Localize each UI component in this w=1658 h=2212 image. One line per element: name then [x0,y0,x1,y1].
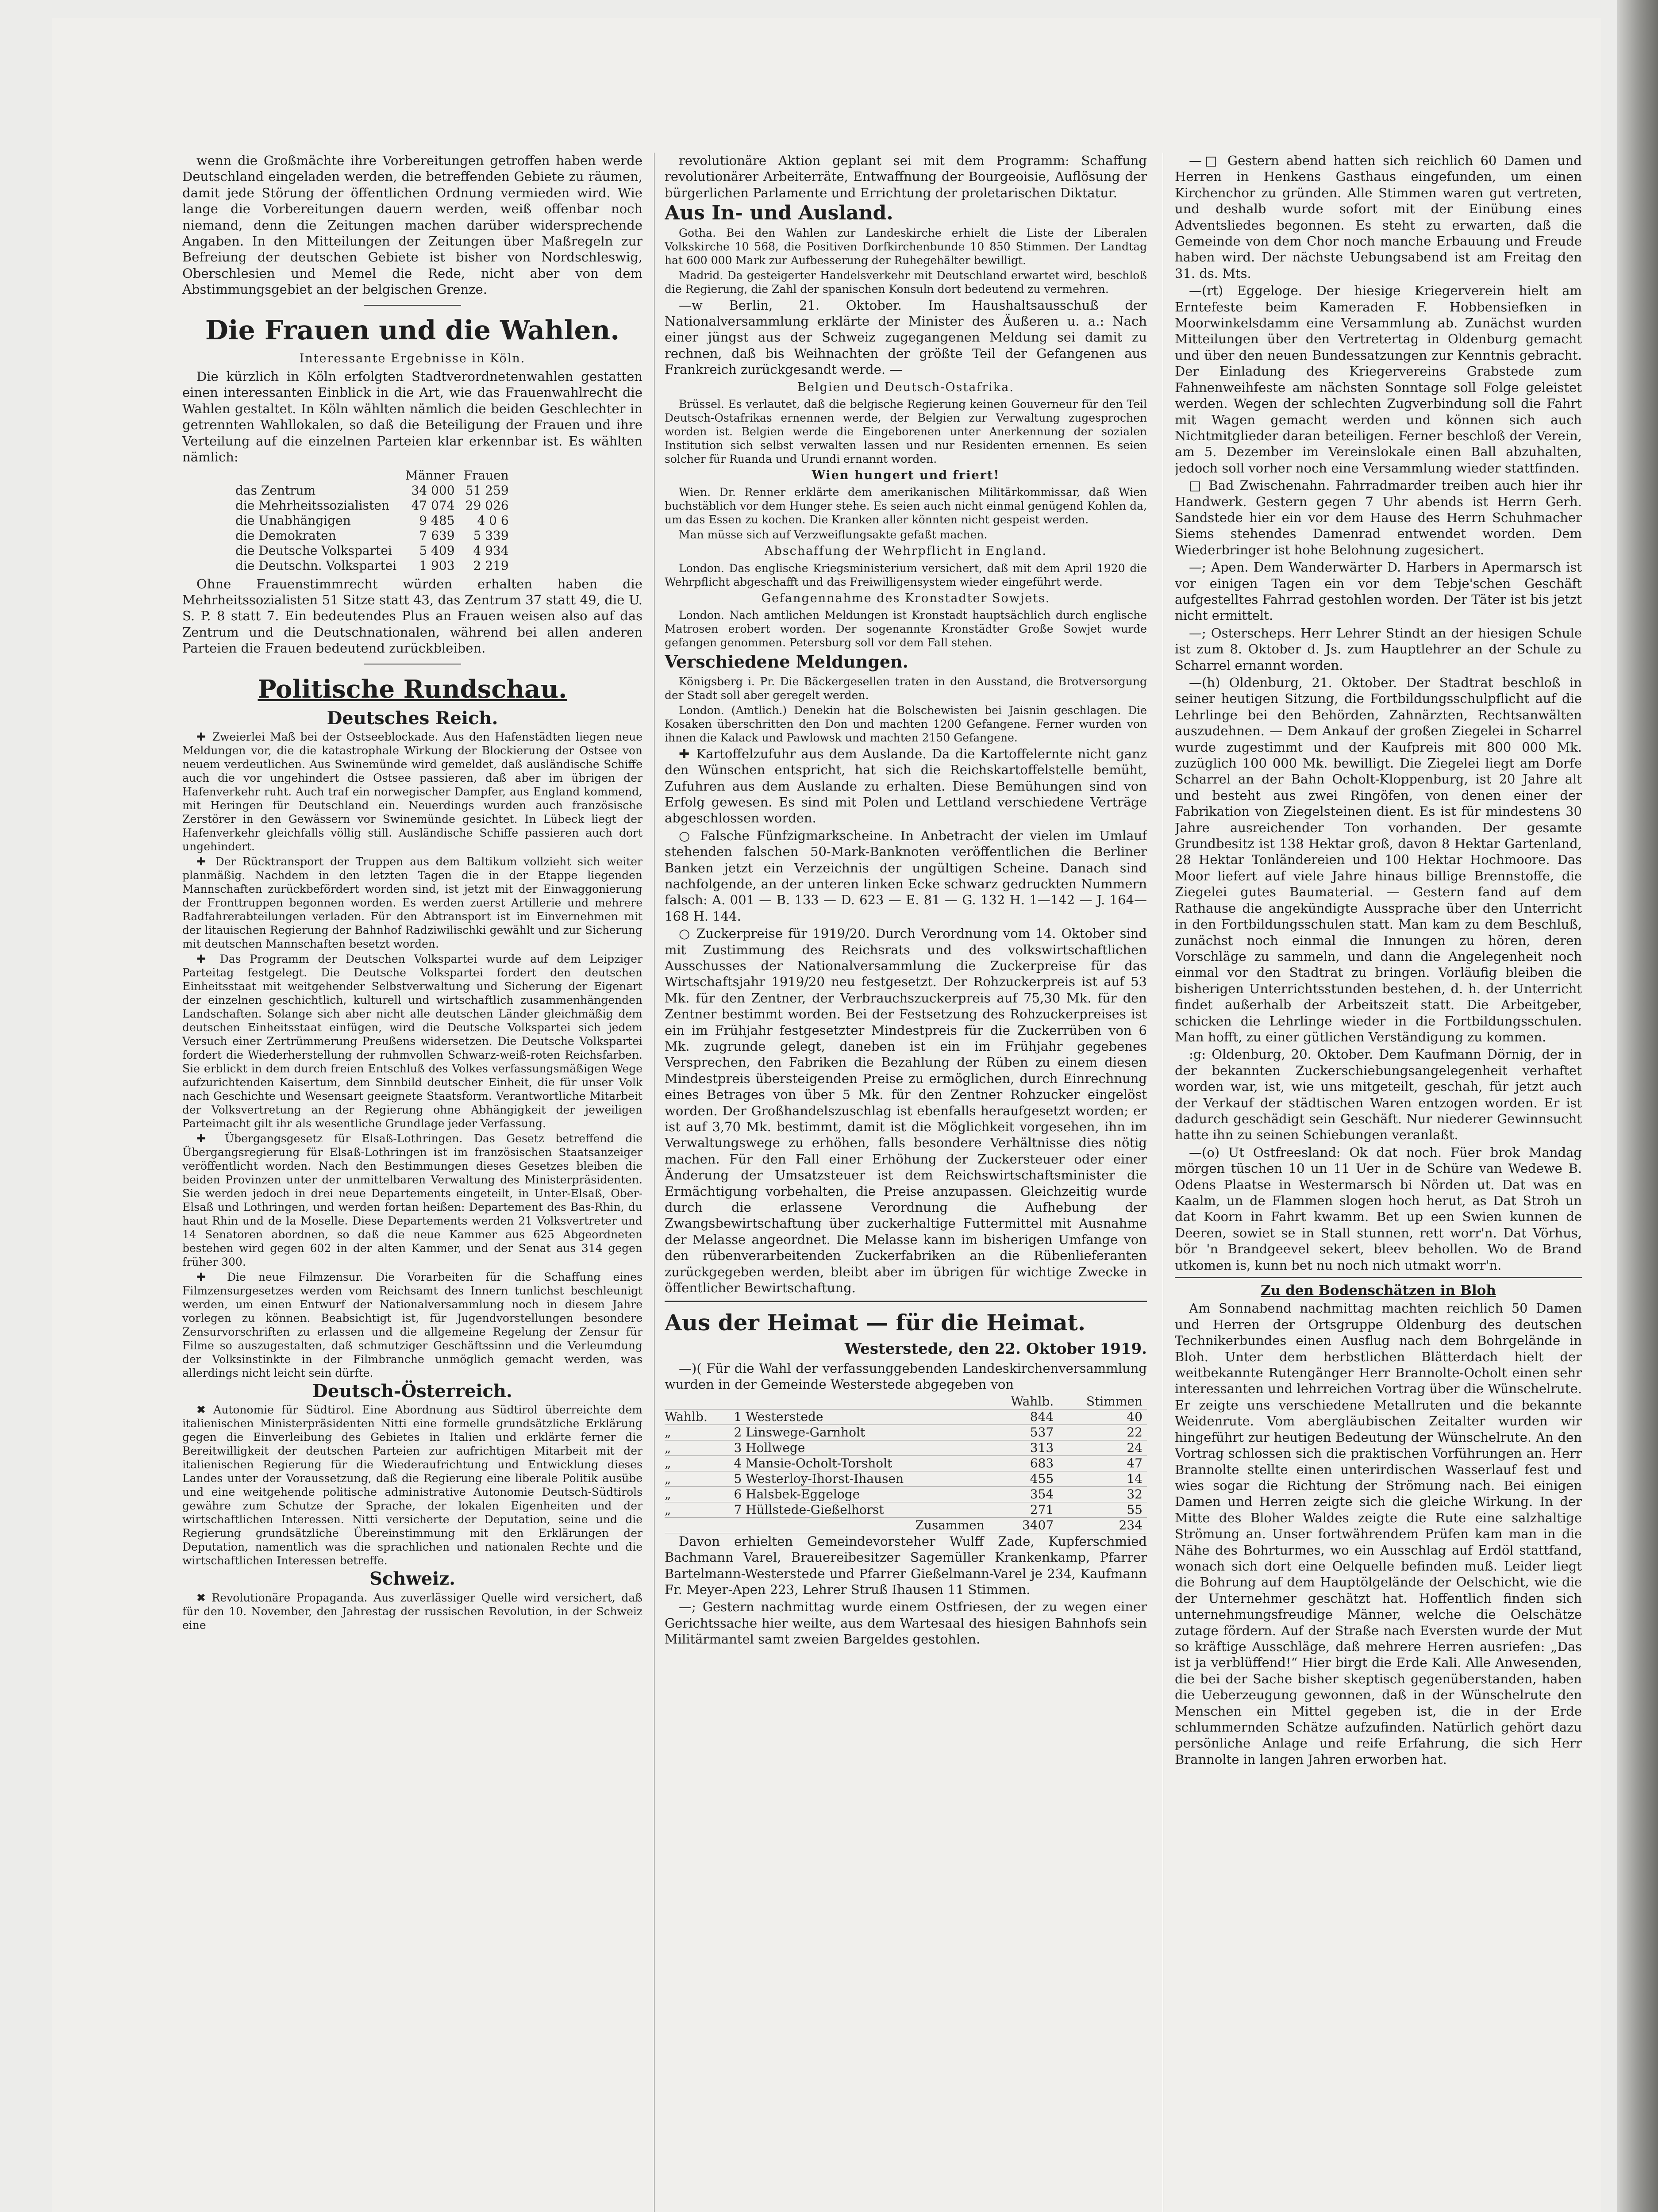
table-total-row [665,1517,1147,1533]
table-row [665,1486,1147,1502]
table-row [235,528,518,543]
article-text: Am Sonnabend nachmittag machten reichlich 50 Damen und Herren der Ortsgruppe Oldenburg des deutschen Technikerbundes einen Ausflug nach dem Bohrgelände in Bloh. Unter dem herbstlichen Blätterdach hielt der weitbekannte Rutengänger Herr Brannolte-Ocholt einen sehr interessanten und lehrreichen Vortrag über die Wünschelrute. Er zeigte uns verschiedene Metallruten und die bekannte Weidenrute. Vom abergläubischen Zeitalter wurden wir hingeführt zur heutigen Bedeutung der Wünschelrute. An den Vortrag schlossen sich die praktischen Vorführungen an. Herr Brannolte stellte einen unterirdischen Wasserlauf fest und wies sogar die Richtung der Strömung nach. Bei einigen Damen und Herren zeigte sich die gleiche Wirkung. In der Mitte des Bloher Waldes zeigte die Rute eine salzhaltige Strömung an. Unser fortwährendem Prüfen kam man in die Nähe des Bohrturmes, wo ein Ausschlag auf Erdöl stattfand, wonach sich dort eine Oelquelle befinden muß. Leider liegt die Bohrung auf dem Hauptölgelände der Oelschicht, wie die der Unternehmer geschätzt hat. Hoffentlich finden sich unternehmungsfreudige Männer, welche die Oelschätze zutage fördern. Auf der Straße nach Eversten wurde der Mut so kräftige Ausschläge, daß mehrere Herren ausriefen: „Das ist ja verblüffend!“ Hier birgt die Erde Kali. Alle Anwesenden, die bei der Sache bisher skeptisch gegenüberstanden, haben die Ueberzeugung gewonnen, daß in der Wünschelrute den Menschen ein Mittel gegeben ist, die in der Erde schlummernden Schätze aufzufinden. Natürlich gehört dazu persönliche Anlage und reife Erfahrung, die sich Herr Brannolte in langen Jahren erworben hat. [1175,1301,1582,1767]
subheadline: Interessante Ergebnisse in Köln. [299,351,526,365]
article-text: Wien. Dr. Renner erklärte dem amerikanischen Militärkommissar, daß Wien buchstäblich vor dem Hunger stehe. Es seien auch nicht einmal genügend Kohlen da, um das Essen zu kochen. Die Kranken aller könnten nicht gespeist werden. [665,486,1147,526]
table-cell: 537 [989,1425,1058,1440]
article-text: —; Osterscheps. Herr Lehrer Stindt an der hiesigen Schule ist zum 8. Oktober d. Js. zum Hauptlehrer an der Schule zu Scharrel ernannt worden. [1175,625,1582,673]
table-row [235,558,518,573]
table-cell: „ [665,1486,734,1502]
table-header-cell [665,1394,734,1409]
section-title: Zu den Bodenschätzen in Bloh [1261,1283,1496,1299]
table-header-cell: Frauen [463,468,509,483]
headline-rundschau: Politische Rundschau. [258,674,567,704]
table-row [665,1440,1147,1455]
column-3 [1175,153,1582,1769]
article-text: ✚ Das Programm der Deutschen Volkspartei wurde auf dem Leipziger Parteitag festgelegt. Die Deutsche Volkspartei fordert den deutschen Einheitsstaat mit weitgehender Selbstverwaltung und Sicherung der Eigenart der einzelnen geschichtlich, kulturell und wirtschaftlich zusammenhängenden Landschaften. Solange sich aber nicht alle deutschen Länder gleichmäßig dem deutschen Einheitsstaat einfügen, wird die Deutsche Volkspartei sich jedem Versuch einer Zertrümmerung Preußens widersetzen. Die Deutsche Volkspartei fordert die Wiederherstellung der ruhmvollen Schwarz-weiß-roten Reichsfarben. Sie erblickt in dem durch freien Entschluß des Volkes verfassungsmäßigen Wege aufzurichtenden Kaisertum, dem Sinnbild deutscher Einheit, die für unser Volk nach Geschichte und Wesensart geeignete Staatsform. Verantwortliche Mitarbeit der Volksvertretung an der Regierung ohne Abhängigkeit der jeweiligen Parteimacht gilt ihr als wesentliche Grundlage jeder Verfassung. [182,952,642,1130]
table-header-cell: Stimmen [1058,1394,1147,1409]
table-cell: 271 [989,1502,1058,1517]
section-title: Schweiz. [369,1568,456,1590]
table-cell: „ [665,1425,734,1440]
article-text: ✚ Die neue Filmzensur. Die Vorarbeiten für die Schaffung eines Filmzensurgesetzes werden vom Reichsamt des Innern tunlichst beschleunigt werden, um einen Entwurf der Nationalversammlung noch in diesem Jahre vorlegen zu können. Beabsichtigt ist, für Jugendvorstellungen besondere Zensurvorschriften zu erlassen und die allgemeine Regelung der Zensur für Filme so auszugestalten, daß schmutziger Geschäftssinn und die Verleumdung der Volksinstinkte in der Filmbranche unmöglich gemacht werden, was allerdings nicht leicht sein dürfte. [182,1270,642,1379]
table-header-cell [734,1394,989,1409]
table-cell: 24 [1058,1440,1147,1455]
table-cell: 6 Halsbek-Eggeloge [734,1486,989,1502]
table-cell: 2 219 [473,558,509,573]
subheadline: Wien hungert und friert! [812,469,1000,483]
table-cell: 234 [1058,1517,1147,1533]
subheadline: Abschaffung der Wehrpflicht in England. [765,544,1047,558]
subheadline: Belgien und Deutsch-Ostafrika. [797,380,1014,394]
separator [364,305,461,306]
table-cell: 47 074 [411,498,455,513]
article-text: □ Bad Zwischenahn. Fahrradmarder treiben auch hier ihr Handwerk. Gestern gegen 7 Uhr abends ist Herrn Gerh. Sandstede hier ein vor dem Hause des Herrn Schuhmacher Siems stehendes Damenrad entwendet worden. Dem Wiederbringer ist hohe Belohnung zugesichert. [1175,478,1582,557]
article-text: Brüssel. Es verlautet, daß die belgische Regierung keinen Gouverneur für den Teil Deutsch-Ostafrikas ernennen werde, der Belgien zur Verwaltung zugesprochen worden ist. Belgien werde die Eingeborenen unter Anerkennung der sozialen Institution sich selbst verwalten lassen und nur Residenten ernennen. Es seien solcher für Ruanda und Urundi ernannt worden. [665,398,1147,466]
section-title: Aus In- und Ausland. [665,202,893,225]
article-text: ✖ Autonomie für Südtirol. Eine Abordnung aus Südtirol überreichte dem italienischen Ministerpräsidenten Nitti eine formelle grundsätzliche Erklärung gegen die Einverleibung des Gebietes in Italien und erklärte ferner die Bereitwilligkeit der deutschen Parteien zur aufrichtigen Mitarbeit mit der italienischen Regierung für die Wiederaufrichtung und Entwicklung dieses Landes unter der Voraussetzung, daß die Regierung eine liberale Politik ausübe und eine weitgehende politische administrative Autonomie Deutsch-Südtirols gewähre zum Schutze der Sprache, der lokalen Eigenheiten und der wirtschaftlichen Interessen. Nitti versicherte der Deputation, seine und die Regierung grundsätzliche Übereinstimmung mit den Erklärungen der Deputation, namentlich was die sprachlichen und nationalen Rechte und die wirtschaftlichen Interessen betreffe. [182,1403,642,1567]
table-cell: die Deutschn. Volkspartei [235,558,397,573]
article-text: London. (Amtlich.) Denekin hat die Bolschewisten bei Jaisnin geschlagen. Die Kosaken überschritten den Don und machten 1200 Gefangene. Ferner wurden von ihnen die Kalack und Pawlowsk und machten 2150 Gefangene. [665,703,1147,744]
table-row [665,1471,1147,1486]
table-cell: 34 000 [411,483,455,498]
election-table [235,468,518,573]
separator [665,1301,1147,1302]
table-cell: „ [665,1502,734,1517]
article-text: Königsberg i. Pr. Die Bäckergesellen traten in den Ausstand, die Brotversorgung der Stadt soll aber geregelt werden. [665,675,1147,702]
table-cell: 2 Linswege-Garnholt [734,1425,989,1440]
table-cell: die Mehrheitssozialisten [235,498,389,513]
table-cell: „ [665,1440,734,1455]
table-cell: 313 [989,1440,1058,1455]
table-cell: 354 [989,1486,1058,1502]
article-text: revolutionäre Aktion geplant sei mit dem Programm: Schaffung revolutionärer Arbeiterräte, Entwaffnung der Bourgeoisie, Auflösung der bürgerlichen Parlamente und Errichtung der proletarischen Diktatur. [665,153,1147,200]
article-text: Gotha. Bei den Wahlen zur Landeskirche erhielt die Liste der Liberalen Volkskirche 10 568, die Positiven Dorfkirchenbunde 10 850 Stimmen. Der Landtag hat 600 000 Mark zur Aufbesserung der Ruhegehälter bewilligt. [665,226,1147,267]
table-cell: 5 409 [419,543,455,558]
article-text: ✚ Der Rücktransport der Truppen aus dem Baltikum vollzieht sich weiter planmäßig. Nachdem in den letzten Tagen die in der Etappe liegenden Mannschaften zurückbefördert worden sind, ist jetzt mit der Einwaggonierung der Fronttruppen begonnen worden. Es werden zuerst Artillerie und mehrere Radfahrerabteilungen verladen. Für den Abtransport ist im Einvernehmen mit der litauischen Regierung der Bahnhof Radziwilischki gewählt und zur Sicherung mit deutschen Mannschaften besetzt worden. [182,855,642,950]
table-cell: 47 [1058,1455,1147,1471]
table-cell: 1 903 [419,558,455,573]
table-cell: 1 Westerstede [734,1409,989,1425]
headline-heimat: Aus der Heimat — für die Heimat. [665,1309,1086,1336]
table-row [665,1425,1147,1440]
table-cell: Zusammen [734,1517,989,1533]
table-cell: 4 934 [473,543,509,558]
article-text: —; Gestern nachmittag wurde einem Ostfriesen, der zu wegen einer Gerichtssache hier weilte, aus dem Wartesaal des hiesigen Bahnhofs sein Militärmantel samt zweien Bargeldes gestohlen. [665,1599,1147,1647]
article-text: London. Das englische Kriegsministerium versichert, daß mit dem April 1920 die Wehrpflicht abgeschafft und das Freiwilligensystem wieder eingeführt werde. [665,561,1147,588]
table-cell: die Unabhängigen [235,513,351,528]
section-title: Deutsches Reich. [327,707,498,729]
table-cell: 5 Westerloy-Ihorst-Ihausen [734,1471,989,1486]
table-row [235,498,518,513]
article-text: —)( Für die Wahl der verfassunggebenden Landeskirchenversammlung wurden in der Gemeinde Westerstede abgegeben von [665,1360,1147,1392]
table-cell: die Deutsche Volkspartei [235,543,392,558]
table-header-cell [235,468,405,483]
column-1 [182,153,642,1633]
section-title: Deutsch-Österreich. [312,1380,512,1402]
book-spine [1617,0,1658,2212]
table-header [235,468,518,483]
table-cell: 4 0 6 [477,513,509,528]
section-title: Verschiedene Meldungen. [665,652,908,672]
article-text: ✚ Kartoffelzufuhr aus dem Auslande. Da die Kartoffelernte nicht ganz den Wünschen entspricht, hat sich die Reichskartoffelstelle bemüht, Zufuhren aus dem Auslande zu erhalten. Diese Bemühungen sind von Erfolg gewesen. Es sind mit Polen und Lettland verschiedene Verträge abgeschlossen worden. [665,746,1147,826]
article-text: —(o) Ut Ostfreesland: Ok dat noch. Füer brok Mandag mörgen tüschen 10 un 11 Uer in de Schüre van Wedewe B. Odens Plaatse in Westermarsch bi Nörden ut. Dat was en Kaalm, un de Flammen slogen hoch herut, as Dat Stroh un dat Koorn in Fahrt kwamm. Bet up een Swien kunnen de Deeren, sowiet se in Stall stunnen, rett worr'n. Dat Vörhus, bör 'n Brandgeevel sekert, bleev behollen. Wo de Brand utkomen is, kunn bet nu noch nich utmakt worr'n. [1175,1144,1582,1273]
table-cell: 3 Hollwege [734,1440,989,1455]
table-row [665,1455,1147,1471]
article-text: Die kürzlich in Köln erfolgten Stadtverordnetenwahlen gestatten einen interessanten Einblick in die Art, wie das Frauenwahlrecht die Wahlen gestaltet. In Köln wählten nämlich die beiden Geschlechter in getrennten Wahllokalen, so daß die Beteiligung der Frauen und ihre Verteilung auf die einzelnen Parteien klar erkennbar ist. Es wählten nämlich: [182,369,642,465]
table-cell: die Demokraten [235,528,336,543]
table-cell: 9 485 [419,513,455,528]
table-cell: Wahlb. [665,1409,734,1425]
column-2 [665,153,1147,1649]
table-cell: 455 [989,1471,1058,1486]
article-text: —; Apen. Dem Wanderwärter D. Harbers in Apermarsch ist vor einigen Tagen ein vor dem Tebje'schen Geschäft aufgestelltes Fahrrad gestohlen worden. Der Täter ist bis jetzt nicht ermittelt. [1175,560,1582,623]
table-cell: „ [665,1455,734,1471]
table-header [665,1394,1147,1409]
table-cell: 55 [1058,1502,1147,1517]
article-text: ✖ Revolutionäre Propaganda. Aus zuverlässiger Quelle wird versichert, daß für den 10. November, den Jahrestag der russischen Revolution, in der Schweiz eine [182,1591,642,1632]
table-cell: 844 [989,1409,1058,1425]
table-row [235,543,518,558]
subheadline: Gefangennahme des Kronstadter Sowjets. [761,591,1050,605]
table-cell: 5 339 [473,528,509,543]
dateline: Westerstede, den 22. Oktober 1919. [844,1340,1147,1358]
table-cell: 3407 [989,1517,1058,1533]
table-cell: 14 [1058,1471,1147,1486]
table-cell: 683 [989,1455,1058,1471]
table-cell: 22 [1058,1425,1147,1440]
article-text: ✚ Zweierlei Maß bei der Ostseeblockade. Aus den Hafenstädten liegen neue Meldungen vor, die die katastrophale Wirkung der Blockierung der Ostsee von neuem verdeutlichen. Aus Swinemünde wird gemeldet, daß ausländische Schiffe auch die vor ungehindert die Ostsee passieren, daß aber im übrigen der Hafenverkehr ruht. Auch traf ein norwegischer Dampfer, aus England kommend, mit Heringen für Deutschland ein. Neuerdings wurden auch französische Zerstörer in den Gewässern vor Swinemünde gesichtet. In Lübeck liegt der Hafenverkehr gleichfalls völlig still. Ausländische Schiffe passieren auch dort ungehindert. [182,730,642,853]
article-text: :g: Oldenburg, 20. Oktober. Dem Kaufmann Dörnig, der in der bekannten Zuckerschiebungsangelegenheit verhaftet worden war, ist, wie uns mitgeteilt, geschah, für jetzt auch der Verkauf der städtischen Waren entzogen worden. Er ist dadurch geschädigt sein Geschäft. Nur niederer Gewinnsucht hatte ihn zu seinen Schiebungen veranlaßt. [1175,1047,1582,1143]
table-header-cell: Männer [405,468,455,483]
headline-frauen: Die Frauen und die Wahlen. [205,315,620,346]
separator [1175,1277,1582,1278]
article-text: wenn die Großmächte ihre Vorbereitungen getroffen haben werde Deutschland eingeladen werden, die betreffenden Gebiete zu räumen, damit jede Störung der öffentlichen Ordnung vermieden wird. Wie lange die Vorbereitungen dauern werden, weiß offenbar noch niemand, denn die Zeitungen machen darüber widersprechende Angaben. In den Mitteilungen der Zeitungen über Maßregeln zur Befreiung der deutschen Gebiete ist bisher von Nordschleswig, Oberschlesien und Memel die Rede, nicht aber von dem Abstimmungsgebiet an der belgischen Grenze. [182,153,642,297]
table-row [235,483,518,498]
article-text: Davon erhielten Gemeindevorsteher Wulff Zade, Kupferschmied Bachmann Varel, Brauereibesitzer Sagemüller Krankenkamp, Pfarrer Bartelmann-Westerstede und Pfarrer Gießelmann-Varel je 234, Kaufmann Fr. Meyer-Apen 223, Lehrer Struß Ihausen 11 Stimmen. [665,1533,1147,1597]
vote-table [665,1394,1147,1533]
table-cell: „ [665,1471,734,1486]
table-header-cell: Wahlb. [989,1394,1058,1409]
article-text: —(rt) Eggeloge. Der hiesige Kriegerverein hielt am Erntefeste beim Kameraden F. Hobbensiefken in Moorwinkelsdamm eine Versammlung ab. Zunächst wurden Mitteilungen über den Vertretertag in Oldenburg gemacht und über den neuen Bundessatzungen zur Kenntnis gebracht. Der Einladung des Kriegervereins Grabstede zum Fahnenweihfeste am nächsten Sonntage soll Folge geleistet werden. Wegen der schlechten Zugverbindung soll die Fahrt mit Wagen gemacht werden und können sich auch Nichtmitglieder daran beteiligen. Ferner beschloß der Verein, am 5. Dezember im Vereinslokale einen Ball abzuhalten, jedoch soll vorher noch eine Versammlung wieder stattfinden. [1175,283,1582,476]
article-text: ✚ Übergangsgesetz für Elsaß-Lothringen. Das Gesetz betreffend die Übergangsregierung für Elsaß-Lothringen ist im französischen Staatsanzeiger veröffentlicht worden. Nach den Bestimmungen dieses Gesetzes bleiben die beiden Provinzen unter der unmittelbaren Verwaltung des Ministerpräsidenten. Sie werden jedoch in drei neue Departements eingeteilt, in Unter-Elsaß, Ober-Elsaß und Lothringen, und werden fortan heißen: Departement des Bas-Rhin, du haut Rhin und de la Moselle. Diese Departements werden 21 Volksvertreter und 14 Senatoren abordnen, so daß die neue Kammer aus 625 Abgeordneten bestehen wird gegen 602 in der alten Kammer, und der Senat aus 314 gegen früher 300. [182,1132,642,1268]
article-text: ○ Zuckerpreise für 1919/20. Durch Verordnung vom 14. Oktober sind mit Zustimmung des Reichsrats und des volkswirtschaftlichen Ausschusses der Nationalversammlung die Zuckerpreise für das Wirtschaftsjahr 1919/20 neu festgesetzt. Der Rohzuckerpreis ist auf 53 Mk. für den Zentner, der Verbrauchszuckerpreis auf 75,30 Mk. für den Zentner bestimmt worden. Bei der Festsetzung des Rohzuckerpreises ist ein im Frühjahr festgesetzter Mindestpreis für die Zuckerrüben von 6 Mk. zugrunde gelegt, daneben ist ein im Frühjahr gegebenes Versprechen, den Fabriken die Bezahlung der Rüben zu einem diesen Mindestpreis übersteigenden Preise zu ermöglichen, durch Einrechnung eines Betrages von über 5 Mk. für den Zentner Rohzucker eingelöst worden. Der Großhandelszuschlag ist ebenfalls heraufgesetzt worden; er ist auf 3,70 Mk. bestimmt, damit ist die Möglichkeit vorgesehen, ihn im Verwaltungswege zu erhöhen, falls besondere Verhältnisse dies nötig machen. Für den Fall einer Erhöhung der Zuckersteuer oder einer Änderung der Umsatzsteuer ist dem Reichswirtschaftsminister die Ermächtigung vorbehalten, die Preise anzupassen. Gleichzeitig wurde durch die erlassene Verordnung die Aufhebung der Zwangsbewirtschaftung über zuckerhaltige Futtermittel mit Ausnahme der Melasse angeordnet. Die Melasse kann im bisherigen Umfange von den rübenverarbeitenden Zuckerfabriken an die Rübenlieferanten zurückgegeben werden, bleibt aber im übrigen für wichtige Zwecke in öffentlicher Bewirtschaftung. [665,926,1147,1296]
table-row [665,1502,1147,1517]
table-cell: 32 [1058,1486,1147,1502]
table-cell: 4 Mansie-Ocholt-Torsholt [734,1455,989,1471]
table-cell: 7 Hüllstede-Gießelhorst [734,1502,989,1517]
table-cell: 40 [1058,1409,1147,1425]
article-text: —□ Gestern abend hatten sich reichlich 60 Damen und Herren in Henkens Gasthaus eingefunden, um einen Kirchenchor zu gründen. Alle Stimmen waren gut vertreten, und deshalb wurde sofort mit der Einübung eines Adventsliedes begonnen. Es steht zu erwarten, daß die Gemeinde von dem Chor noch manche Erbauung und Freude haben wird. Der nächste Uebungsabend ist am Freitag den 31. ds. Mts. [1175,153,1582,281]
article-text: —w Berlin, 21. Oktober. Im Haushaltsausschuß der Nationalversammlung erklärte der Minister des Äußeren u. a.: Nach einer jüngst aus der Schweiz zugegangenen Meldung sei damit zu rechnen, daß bis Weihnachten der größte Teil der Gefangenen aus Frankreich zurückgesandt werde. — [665,297,1147,377]
article-text: London. Nach amtlichen Meldungen ist Kronstadt hauptsächlich durch englische Matrosen erobert worden. Der sogenannte Kronstädter Große Sowjet wurde gefangen genommen. Petersburg soll vor dem Fall stehen. [665,609,1147,649]
table-cell: das Zentrum [235,483,316,498]
article-text: Man müsse sich auf Verzweiflungsakte gefaßt machen. [679,528,988,541]
article-text: Ohne Frauenstimmrecht würden erhalten haben die Mehrheitssozialisten 51 Sitze statt 43, das Zentrum 37 statt 49, die U. S. P. 8 statt 7. Ein bedeutendes Plus an Frauen weisen also auf das Zentrum und die Deutschnationalen, während bei allen anderen Parteien die Frauen bedeutend zurückbleiben. [182,576,642,656]
table-row [235,513,518,528]
article-text: —(h) Oldenburg, 21. Oktober. Der Stadtrat beschloß in seiner heutigen Sitzung, die Fortbildungsschulpflicht auf die Lehrlinge bei den Behörden, Zahnärzten, Rechtsanwälten auszudehnen. — Dem Ankauf der großen Ziegelei in Scharrel wurde zugestimmt und der Kaufpreis mit 800 000 Mk. zuzüglich 100 000 Mk. bewilligt. Die Ziegelei liegt am Dorfe Scharrel an der Bahn Ocholt-Kloppenburg, ist 20 Jahre alt und besteht aus zwei Ringöfen, von denen einer der Fabrikation von Ziegelsteinen dient. Es ist für mindestens 30 Jahre ausreichender Ton vorhanden. Der gesamte Grundbesitz ist 138 Hektar groß, davon 8 Hektar Gartenland, 28 Hektar Tonländereien und 100 Hektar Hochmoore. Das Moor liefert auf viele Jahre hinaus billige Brennstoffe, die Ziegelei gutes Baumaterial. — Gestern fand auf dem Rathause die angekündigte Aussprache über den Unterricht in den Fortbildungsschulen statt. Man kam zu dem Beschluß, zunächst noch einmal die Innungen zu hören, deren Vorschläge zu sammeln, und dann die Angelegenheit noch einmal vor den Stadtrat zu bringen. Vorläufig bleiben die bisherigen Unterrichtsstunden bestehen, d. h. der Unterricht findet außerhalb der Arbeitszeit statt. Die Arbeitgeber, schicken die Lehrlinge wieder in die Fortbildungsschulen. Man hofft, zu einer gütlichen Verständigung zu kommen. [1175,675,1582,1045]
table-cell: 51 259 [465,483,509,498]
table-cell: 29 026 [465,498,509,513]
table-row [665,1409,1147,1425]
article-text: Madrid. Da gesteigerter Handelsverkehr mit Deutschland erwartet wird, beschloß die Regierung, die Zahl der spanischen Konsuln dort bedeutend zu vermehren. [665,269,1147,296]
article-text: ○ Falsche Fünfzigmarkscheine. In Anbetracht der vielen im Umlauf stehenden falschen 50-Mark-Banknoten veröffentlichen die Berliner Banken jetzt ein Verzeichnis der ungültigen Scheine. Danach sind nachfolgende, an der unteren linken Ecke schwarz gedruckten Nummern falsch: A. 001 — B. 133 — D. 623 — E. 81 — G. 132 H. 1—142 — J. 164—168 H. 144. [665,828,1147,924]
table-cell [665,1517,734,1533]
table-cell: 7 639 [419,528,455,543]
